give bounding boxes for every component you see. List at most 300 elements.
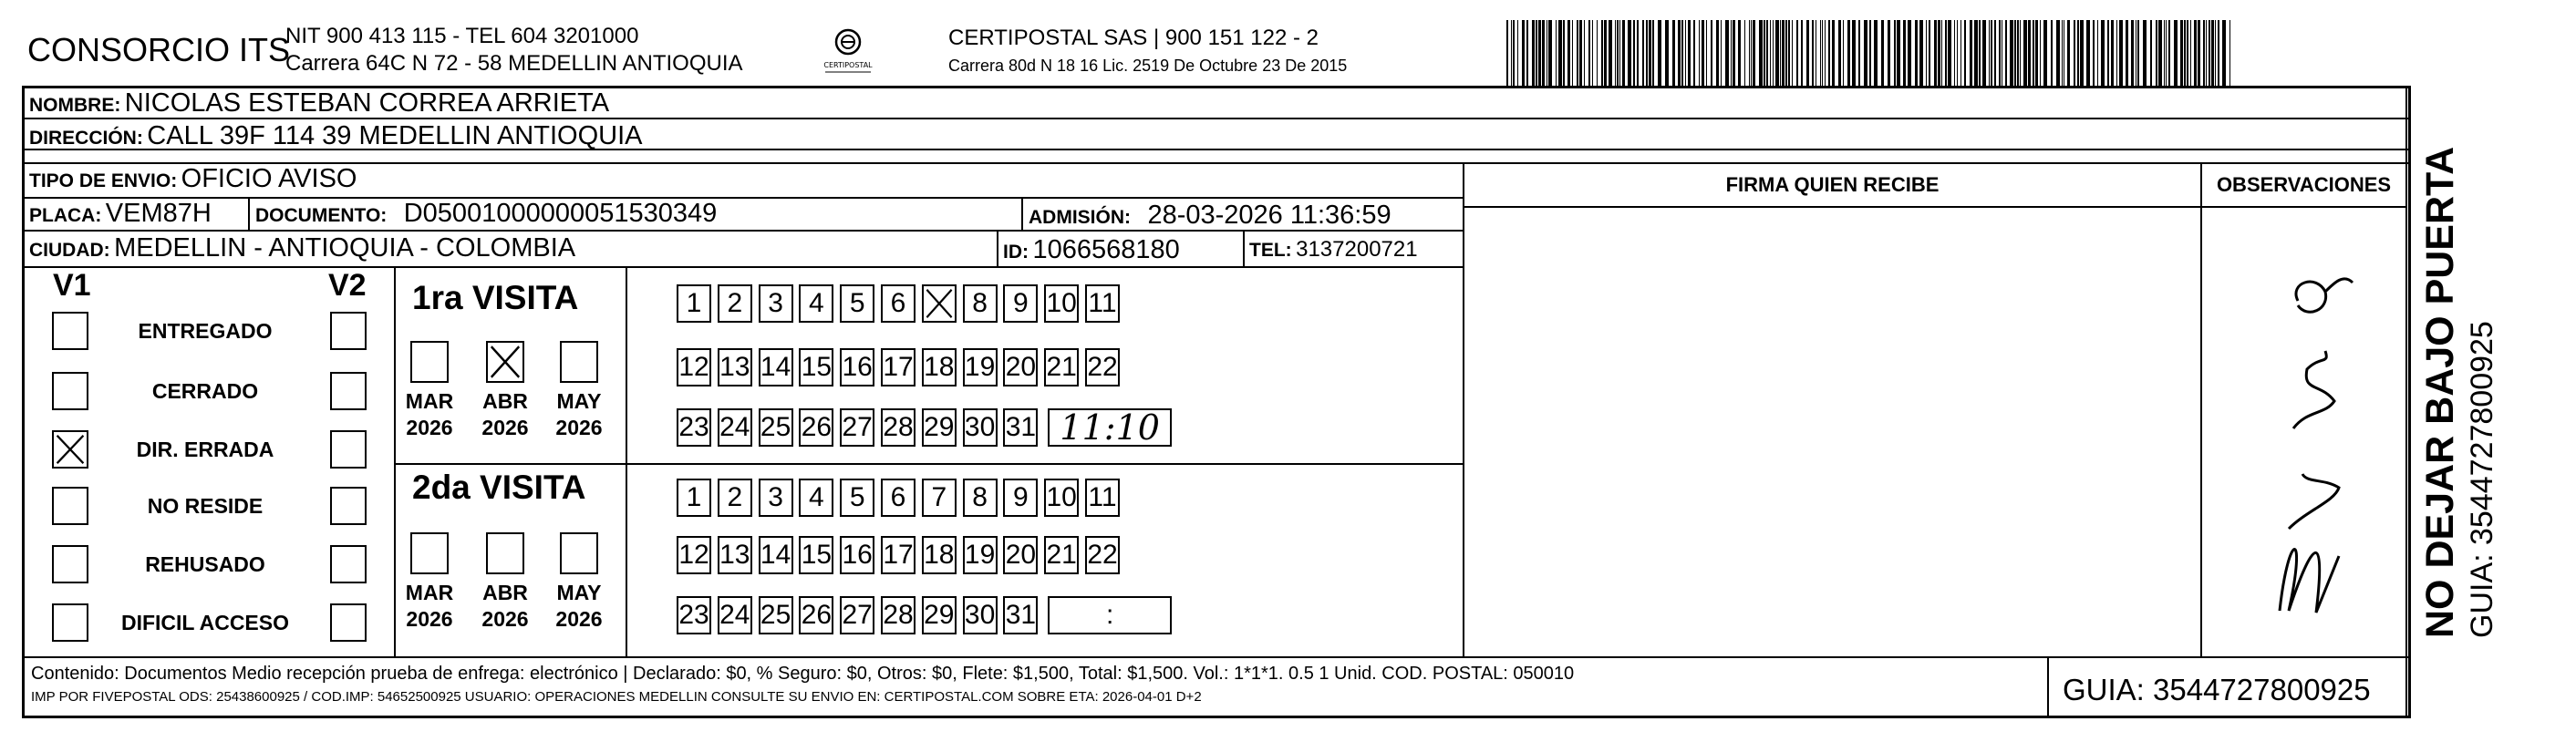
- barcode-bar: [2035, 20, 2038, 86]
- barcode-bar: [1615, 20, 1616, 86]
- barcode-bar: [1685, 20, 1686, 86]
- barcode-bar: [1584, 20, 1585, 86]
- barcode-bar: [2164, 20, 2165, 86]
- barcode-bar: [2190, 20, 2191, 86]
- barcode-bar: [1563, 20, 1565, 86]
- tel-row: [1249, 237, 1418, 263]
- ciudad-row: [29, 233, 575, 263]
- day-box[interactable]: 2: [718, 284, 752, 323]
- barcode-bar: [1796, 20, 1798, 86]
- barcode-bar: [1858, 20, 1860, 86]
- status-option-label: DIR. ERRADA: [136, 438, 274, 461]
- barcode-bar: [2194, 20, 2197, 86]
- barcode-bar: [1938, 20, 1940, 86]
- barcode-bar: [1957, 20, 1958, 86]
- day-box[interactable]: 24: [718, 596, 752, 634]
- day-box[interactable]: 3: [759, 284, 793, 323]
- carrier-info: CERTIPOSTAL SAS | 900 151 122 - 2: [948, 26, 1319, 50]
- day-box[interactable]: 31: [1003, 596, 1038, 634]
- barcode-bar: [1731, 20, 1732, 86]
- month-label: [401, 388, 458, 441]
- v1-checkbox[interactable]: [52, 487, 88, 525]
- barcode-bar: [2126, 20, 2128, 86]
- day-box[interactable]: 1: [677, 479, 711, 517]
- month-checkbox[interactable]: [560, 341, 598, 383]
- barcode-bar: [2028, 20, 2031, 86]
- barcode-bar: [1733, 20, 1735, 86]
- id-value: 1066568180: [1032, 235, 1180, 264]
- barcode-bar: [1903, 20, 1906, 86]
- barcode-bar: [1753, 20, 1755, 86]
- v1-checkbox-checked[interactable]: [52, 430, 88, 469]
- barcode-bar: [1989, 20, 1990, 86]
- barcode-bar: [1991, 20, 1992, 86]
- barcode-bar: [1919, 20, 1923, 86]
- barcode-bar: [1532, 20, 1535, 86]
- barcode-bar: [1678, 20, 1681, 86]
- month-year: 2026: [481, 607, 529, 631]
- tipo-label: TIPO DE ENVIO:: [29, 170, 178, 191]
- month-checkbox[interactable]: [410, 532, 449, 574]
- barcode-bar: [1785, 20, 1787, 86]
- day-box[interactable]: 1: [677, 284, 711, 323]
- barcode-bar: [1888, 20, 1890, 86]
- day-box[interactable]: 20: [1003, 536, 1038, 574]
- barcode-bar: [1649, 20, 1651, 86]
- side-vertical-text: [2416, 100, 2517, 638]
- barcode-bar: [2137, 20, 2139, 86]
- tel-label: TEL:: [1249, 240, 1292, 261]
- barcode-bar: [2187, 20, 2188, 86]
- barcode-bar: [2093, 20, 2095, 86]
- day-box[interactable]: 29: [922, 408, 957, 447]
- barcode-bar: [1699, 20, 1700, 86]
- barcode-bar: [2156, 20, 2157, 86]
- barcode-bar: [1749, 20, 1750, 86]
- barcode-bar: [2174, 20, 2178, 86]
- nombre-label: NOMBRE:: [29, 95, 121, 116]
- barcode-bar: [1806, 20, 1809, 86]
- status-option-label: ENTREGADO: [138, 319, 273, 343]
- barcode-bar: [1688, 20, 1691, 86]
- barcode-bar: [1838, 20, 1841, 86]
- barcode-bar: [1633, 20, 1635, 86]
- status-option-label: REHUSADO: [145, 552, 265, 576]
- day-box[interactable]: 30: [963, 596, 998, 634]
- barcode-bar: [1751, 20, 1752, 86]
- day-box[interactable]: 19: [963, 536, 998, 574]
- barcode-bar: [2229, 20, 2230, 86]
- day-box[interactable]: 10: [1044, 284, 1079, 323]
- barcode-bar: [2184, 20, 2186, 86]
- day-box[interactable]: 16: [840, 536, 874, 574]
- barcode-bar: [1619, 20, 1620, 86]
- certipostal-logo: [816, 26, 880, 77]
- barcode-bar: [1926, 20, 1927, 86]
- barcode-bar: [1738, 20, 1741, 86]
- day-box[interactable]: 13: [718, 536, 752, 574]
- v1-checkbox[interactable]: [52, 545, 88, 583]
- footer-imp: IMP POR FIVEPOSTAL ODS: 25438600925 / COD.IMP: 54652500925 USUARIO: OPERACIONES MEDELLIN CONSULTE SU ENVIO EN: CERTIPOSTAL.COM SOBRE ETA: 2026-04-01 D+2: [31, 689, 1202, 705]
- barcode-bar: [2150, 20, 2152, 86]
- day-box[interactable]: 31: [1003, 408, 1038, 447]
- day-box-checked[interactable]: [922, 284, 957, 323]
- month-checkbox-checked[interactable]: [486, 341, 524, 383]
- barcode-bar: [1588, 20, 1590, 86]
- admision-value: 28-03-2026 11:36:59: [1147, 201, 1391, 230]
- barcode-bar: [2074, 20, 2075, 86]
- tel-value: 3137200721: [1296, 237, 1418, 262]
- barcode-bar: [1693, 20, 1695, 86]
- barcode-bar: [1592, 20, 1593, 86]
- barcode-bar: [1825, 20, 1826, 86]
- barcode-bar: [1548, 20, 1552, 86]
- barcode-bar: [1934, 20, 1937, 86]
- id-row: [1003, 235, 1180, 265]
- barcode-bar: [1517, 20, 1518, 86]
- barcode-bar: [1874, 20, 1878, 86]
- day-box[interactable]: 11: [1085, 479, 1120, 517]
- barcode-bar: [1577, 20, 1578, 86]
- barcode-bar: [1766, 20, 1768, 86]
- month-checkbox[interactable]: [410, 341, 449, 383]
- day-box[interactable]: 26: [799, 596, 833, 634]
- day-box[interactable]: 11: [1085, 284, 1120, 323]
- month-checkbox[interactable]: [486, 532, 524, 574]
- barcode-bar: [1773, 20, 1774, 86]
- day-box[interactable]: 4: [799, 479, 833, 517]
- day-box[interactable]: 25: [759, 596, 793, 634]
- day-box[interactable]: 10: [1044, 479, 1079, 517]
- barcode-bar: [2097, 20, 2098, 86]
- barcode-bar: [2203, 20, 2205, 86]
- barcode-bar: [1513, 20, 1515, 86]
- barcode-bar: [1628, 20, 1631, 86]
- barcode-bar: [1702, 20, 1704, 86]
- month-name: MAR: [405, 581, 454, 604]
- barcode-bar: [2116, 20, 2117, 86]
- barcode-bar: [2180, 20, 2183, 86]
- status-option-label: DIFICIL ACCESO: [120, 611, 289, 634]
- logo-text: CERTIPOSTAL: [823, 61, 873, 69]
- day-box[interactable]: 12: [677, 348, 711, 386]
- barcode-bar: [1999, 20, 2001, 86]
- day-box[interactable]: 6: [881, 479, 916, 517]
- day-box[interactable]: 15: [799, 348, 833, 386]
- day-box[interactable]: 19: [963, 348, 998, 386]
- barcode-bar: [1970, 20, 1972, 86]
- barcode-bar: [2158, 20, 2162, 86]
- barcode-bar: [1642, 20, 1644, 86]
- visit2-title: 2da VISITA: [412, 469, 586, 506]
- month-name: ABR: [482, 581, 528, 604]
- side-guia: GUIA: 3544727800925: [2465, 321, 2499, 638]
- barcode-bar: [2023, 20, 2027, 86]
- barcode-bar: [1609, 20, 1612, 86]
- barcode-bar: [2017, 20, 2019, 86]
- barcode-bar: [1759, 20, 1763, 86]
- day-box[interactable]: 5: [840, 284, 874, 323]
- day-box[interactable]: 5: [840, 479, 874, 517]
- barcode-bar: [2209, 20, 2210, 86]
- barcode-bar: [2101, 20, 2105, 86]
- barcode-bar: [1681, 20, 1683, 86]
- day-box[interactable]: 18: [922, 536, 957, 574]
- month-name: MAY: [556, 389, 602, 413]
- month-year: 2026: [481, 416, 529, 439]
- day-box[interactable]: 24: [718, 408, 752, 447]
- barcode-bar: [1556, 20, 1557, 86]
- barcode-bar: [1897, 20, 1900, 86]
- v1-checkbox[interactable]: [52, 312, 88, 350]
- day-box[interactable]: 25: [759, 408, 793, 447]
- barcode-bar: [2206, 20, 2207, 86]
- v1-checkbox[interactable]: [52, 372, 88, 410]
- barcode-bar: [1982, 20, 1986, 86]
- firma-header: FIRMA QUIEN RECIBE: [1725, 173, 1940, 196]
- barcode-bar: [1511, 20, 1512, 86]
- company-address: Carrera 64C N 72 - 58 MEDELLIN ANTIOQUIA: [285, 51, 743, 76]
- barcode-bar: [1788, 20, 1790, 86]
- barcode-bar: [2005, 20, 2007, 86]
- day-box[interactable]: 17: [881, 536, 916, 574]
- day-box[interactable]: 2: [718, 479, 752, 517]
- barcode-bar: [1716, 20, 1719, 86]
- barcode-bar: [1725, 20, 1729, 86]
- v2-checkbox[interactable]: [330, 603, 367, 642]
- id-label: ID:: [1003, 242, 1029, 263]
- barcode-bar: [1775, 20, 1779, 86]
- placa-row: [29, 199, 212, 229]
- footer-guia: GUIA: 3544727800925: [2063, 673, 2371, 706]
- day-box[interactable]: 22: [1085, 348, 1120, 386]
- barcode-bar: [1782, 20, 1785, 86]
- barcode-bar: [1881, 20, 1884, 86]
- barcode-bar: [1572, 20, 1573, 86]
- company-name: CONSORCIO ITS: [27, 31, 291, 68]
- barcode-bar: [2033, 20, 2034, 86]
- barcode-bar: [1617, 20, 1619, 86]
- barcode-bar: [1948, 20, 1951, 86]
- month-label: [551, 388, 607, 441]
- time-box[interactable]: :: [1048, 596, 1172, 634]
- barcode-bar: [1538, 20, 1541, 86]
- day-box[interactable]: 14: [759, 536, 793, 574]
- barcode-bar: [1960, 20, 1961, 86]
- day-box[interactable]: 3: [759, 479, 793, 517]
- barcode-bar: [2111, 20, 2114, 86]
- barcode-bar: [1974, 20, 1978, 86]
- barcode-bar: [1764, 20, 1765, 86]
- day-box[interactable]: 23: [677, 596, 711, 634]
- barcode-bar: [2168, 20, 2170, 86]
- barcode-bar: [2131, 20, 2134, 86]
- barcode-bar: [1637, 20, 1639, 86]
- month-checkbox[interactable]: [560, 532, 598, 574]
- barcode-bar: [1558, 20, 1562, 86]
- observaciones-header: OBSERVACIONES: [2216, 173, 2392, 196]
- day-box[interactable]: 30: [963, 408, 998, 447]
- barcode-bar: [2119, 20, 2123, 86]
- day-box[interactable]: 8: [963, 284, 998, 323]
- v1-label: V1: [53, 268, 91, 303]
- day-box[interactable]: 27: [840, 596, 874, 634]
- barcode-bar: [2080, 20, 2084, 86]
- month-name: MAR: [405, 389, 454, 413]
- day-box[interactable]: 17: [881, 348, 916, 386]
- status-option-label: CERRADO: [151, 379, 259, 403]
- placa-label: PLACA:: [29, 205, 102, 226]
- barcode-bar: [1852, 20, 1856, 86]
- day-box[interactable]: 15: [799, 536, 833, 574]
- barcode-bar: [1622, 20, 1625, 86]
- barcode-bar: [2067, 20, 2070, 86]
- barcode-bar: [2077, 20, 2079, 86]
- barcode-bar: [1579, 20, 1582, 86]
- day-box[interactable]: 14: [759, 348, 793, 386]
- barcode-bar: [2062, 20, 2063, 86]
- barcode-bar: [1792, 20, 1793, 86]
- month-label: [551, 580, 607, 633]
- v2-checkbox[interactable]: [330, 430, 367, 469]
- barcode-bar: [1847, 20, 1850, 86]
- barcode-bar: [1567, 20, 1570, 86]
- barcode-bar: [1646, 20, 1648, 86]
- day-box[interactable]: 13: [718, 348, 752, 386]
- barcode-bar: [1526, 20, 1528, 86]
- month-label: [401, 580, 458, 633]
- barcode-bar: [1721, 20, 1722, 86]
- footer-contenido: Contenido: Documentos Medio recepción prueba de enfrega: electrónico | Declarado: $0, % Seguro: $0, Otros: $0, Flete: $1,500, Total: $1,500. Vol.: 1*1*1. 0.5 1 Unid. COD. POSTAL: 050010: [31, 664, 1575, 684]
- month-year: 2026: [555, 416, 603, 439]
- v2-checkbox[interactable]: [330, 545, 367, 583]
- ciudad-value: MEDELLIN - ANTIOQUIA - COLOMBIA: [114, 233, 576, 263]
- day-box[interactable]: 7: [922, 479, 957, 517]
- barcode-bar: [1908, 20, 1911, 86]
- barcode-bar: [1770, 20, 1771, 86]
- month-year: 2026: [555, 607, 603, 631]
- barcode-bar: [1994, 20, 1996, 86]
- barcode-bar: [1597, 20, 1598, 86]
- barcode-bar: [2218, 20, 2219, 86]
- month-year: 2026: [406, 416, 453, 439]
- time-box[interactable]: 11:10: [1048, 408, 1172, 447]
- barcode-bar: [2107, 20, 2109, 86]
- day-box[interactable]: 20: [1003, 348, 1038, 386]
- v1-checkbox[interactable]: [52, 603, 88, 642]
- barcode-bar: [2222, 20, 2226, 86]
- barcode-bar: [1665, 20, 1669, 86]
- barcode: [1505, 20, 2234, 86]
- barcode-bar: [1964, 20, 1966, 86]
- barcode-bar: [1869, 20, 1871, 86]
- barcode-bar: [1812, 20, 1814, 86]
- barcode-bar: [1864, 20, 1867, 86]
- v2-label: V2: [328, 268, 367, 303]
- barcode-bar: [2086, 20, 2090, 86]
- day-box[interactable]: 21: [1044, 348, 1079, 386]
- day-box[interactable]: 18: [922, 348, 957, 386]
- documento-value: D05001000000051530349: [403, 199, 718, 228]
- barcode-bar: [1601, 20, 1603, 86]
- day-box[interactable]: 28: [881, 408, 916, 447]
- barcode-bar: [2051, 20, 2053, 86]
- barcode-bar: [1822, 20, 1823, 86]
- day-box[interactable]: 8: [963, 479, 998, 517]
- day-box[interactable]: 16: [840, 348, 874, 386]
- barcode-bar: [1941, 20, 1942, 86]
- barcode-bar: [1604, 20, 1607, 86]
- day-box[interactable]: 12: [677, 536, 711, 574]
- barcode-bar: [2215, 20, 2216, 86]
- barcode-bar: [2020, 20, 2021, 86]
- placa-value: VEM87H: [105, 199, 212, 228]
- day-box[interactable]: 22: [1085, 536, 1120, 574]
- barcode-bar: [1894, 20, 1896, 86]
- day-box[interactable]: 29: [922, 596, 957, 634]
- tipo-row: [29, 164, 357, 194]
- direccion-row: [29, 121, 642, 151]
- day-box[interactable]: 23: [677, 408, 711, 447]
- barcode-bar: [1652, 20, 1654, 86]
- barcode-bar: [1506, 20, 1508, 86]
- barcode-bar: [2211, 20, 2214, 86]
- barcode-bar: [1801, 20, 1803, 86]
- barcode-bar: [1929, 20, 1930, 86]
- barcode-bar: [1522, 20, 1525, 86]
- nombre-value: NICOLAS ESTEBAN CORREA ARRIETA: [124, 88, 610, 118]
- day-box[interactable]: 21: [1044, 536, 1079, 574]
- month-year: 2026: [406, 607, 453, 631]
- ciudad-label: CIUDAD:: [29, 240, 110, 261]
- barcode-bar: [1744, 20, 1745, 86]
- direccion-value: CALL 39F 114 39 MEDELLIN ANTIOQUIA: [147, 121, 643, 150]
- v2-checkbox[interactable]: [330, 372, 367, 410]
- day-box[interactable]: 27: [840, 408, 874, 447]
- barcode-bar: [1658, 20, 1661, 86]
- v2-checkbox[interactable]: [330, 487, 367, 525]
- barcode-bar: [1979, 20, 1981, 86]
- barcode-bar: [1820, 20, 1821, 86]
- barcode-bar: [1542, 20, 1545, 86]
- barcode-bar: [2056, 20, 2060, 86]
- day-box[interactable]: 26: [799, 408, 833, 447]
- day-box[interactable]: 6: [881, 284, 916, 323]
- month-name: ABR: [482, 389, 528, 413]
- day-box[interactable]: 9: [1003, 284, 1038, 323]
- barcode-bar: [1832, 20, 1835, 86]
- day-box[interactable]: 9: [1003, 479, 1038, 517]
- day-box[interactable]: 4: [799, 284, 833, 323]
- day-box[interactable]: 28: [881, 596, 916, 634]
- barcode-bar: [1780, 20, 1781, 86]
- barcode-bar: [2166, 20, 2167, 86]
- observaciones-handwriting: [2252, 255, 2362, 620]
- v2-checkbox[interactable]: [330, 312, 367, 350]
- admision-row: [1029, 201, 1391, 231]
- barcode-bar: [1945, 20, 1947, 86]
- barcode-bar: [2040, 20, 2041, 86]
- barcode-bar: [2043, 20, 2047, 86]
- barcode-bar: [1672, 20, 1675, 86]
- barcode-bar: [1706, 20, 1707, 86]
- month-name: MAY: [556, 581, 602, 604]
- documento-label: DOCUMENTO:: [255, 205, 388, 226]
- side-title: NO DEJAR BAJO PUERTA: [2418, 146, 2462, 638]
- month-label: [477, 580, 533, 633]
- documento-row: [255, 199, 717, 229]
- barcode-bar: [2014, 20, 2016, 86]
